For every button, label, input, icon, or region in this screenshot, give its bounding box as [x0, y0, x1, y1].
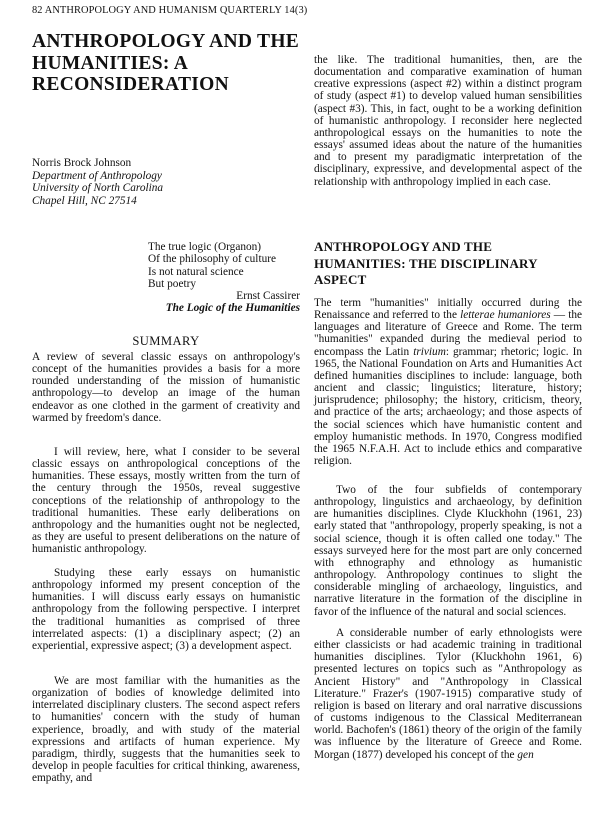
italic-term: letterae humaniores — [460, 309, 551, 322]
epigraph-attribution: Ernst Cassirer — [236, 290, 300, 303]
italic-term: trivium — [413, 345, 446, 358]
text-run: : grammar; rhetoric; logic. In 1965, the National Foundation on Arts and Humanities Act defined humanities disciplines to include: language, both ancient and classic; linguistics; literature, history; jurisprudence; philosophy; the history, criticism, theory, and practice of the arts; archaeology; and those aspects of the social sciences which have humanistic content and employ humanistic methods. In 1970, Congress modified the 1965 N.F.A.H. Act to include ethics and comparative religion. — [314, 345, 583, 468]
text-run: The term "humanities" initially occurred during the Renaissance and referred to the — [314, 297, 582, 322]
author-location: Chapel Hill, NC 27514 — [32, 194, 137, 207]
epigraph-line: Of the philosophy of culture — [148, 253, 277, 266]
author-university: University of North Carolina — [32, 182, 164, 195]
body-paragraph: the like. The traditional humanities, then, are the documentation and comparative examination of human creative expressions (aspect #2) within a distinct program of study (aspect #1) to develop valued human sensibilities (aspect #3). This, in fact, ought to be a working definition of humanistic anthropology. I reconsider here neglected anthropological essays on the humanities to note the essays' assumed ideas about the nature of the humanities and to present my paradigmatic interpretation of the disciplinary, expressive, and developmental aspect of the relationship with anthropology implied in each case. — [314, 54, 582, 188]
text-run: — the languages and literature of Greece and Rome. The term "humanities" expanded during the medieval period to encompass the Latin — [314, 309, 583, 358]
epigraph-line: The true logic (Organon) — [148, 241, 262, 253]
body-paragraph: Studying these early essays on humanistic anthropology informed my present conception of the humanities. I will discuss early essays on humanistic anthropology from the following perspective. I interpret the traditional humanities as comprised of three interrelated aspects: (1) a disciplinary aspect; (2) an experiential, expressive aspect; (3) a development aspect. — [32, 567, 300, 652]
author-name: Norris Brock Johnson — [32, 157, 132, 169]
epigraph — [148, 241, 300, 315]
italic-term: gen — [517, 748, 534, 761]
body-paragraph: We are most familiar with the humanities as the organization of bodies of knowledge delimited into interrelated disciplinary clusters. The second aspect refers to humanities' concern with the study of human experience, broadly, and with study of the material expressions and artifacts of human experience. My paradigm, thirdly, suggests that the humanities seek to develop in people faculties for critical thinking, awareness, empathy, and — [32, 675, 300, 785]
author-department: Department of Anthropology — [32, 169, 162, 182]
text-run: A considerable number of early ethnologists were either classicists or had academic training in traditional humanities disciplines. Tylor (Kluckhohn 1961, 6) presented lectures on topics such as "Anthropology as Ancient History" and "Anthropology in Classical Literature." Frazer's (1907-1915) comparative study of religion is based on literary and oral narrative discussions of customs indigenous to the Classical Mediterranean world. Bachofen's (1861) theory of the origin of the family was influence by the literature of Greece and Rome. Morgan (1877) developed his concept of the — [314, 627, 582, 761]
summary-text: A review of several classic essays on anthropology's concept of the humanities provides a basis for a more rounded understanding of the mission of humanistic anthropology—to develop an image of the human endeavor as one clothed in the garment of creativity and warmed by freedom's dance. — [32, 351, 300, 424]
epigraph-line: But poetry — [148, 277, 197, 290]
epigraph-source: The Logic of the Humanities — [165, 302, 300, 315]
author-block — [32, 157, 163, 207]
body-paragraph: I will review, here, what I consider to be several classic essays on anthropological conceptions of the humanities. These essays, mostly written from the turn of the century through the 1950s, reveal suggestive conceptions of the relationship of anthropology to the traditional humanities. These early deliberations on anthropology and the humanities ought not be neglected, as they are useful to present deliberations on the nature of humanistic anthropology. — [32, 446, 300, 556]
section-heading: ANTHROPOLOGY AND THE HUMANITIES: THE DISCIPLINARY ASPECT — [314, 239, 538, 288]
body-paragraph: Two of the four subfields of contemporary anthropology, linguistics and archaeology, by definition are humanities disciplines. Clyde Kluckhohn (1961, 23) early stated that "anthropology, properly speaking, is not a social science, though it is often called one today." The essays surveyed here for the most part are only concerned with ethnography and ethnology as humanistic anthropology. Anthropology continues to slight the considerable mingling of archaeology, linguistics, and narrative literature in the formation of the discipline in favor of the influence of the natural and social sciences. — [314, 484, 582, 618]
body-paragraph — [314, 297, 582, 467]
running-header: 82 ANTHROPOLOGY AND HUMANISM QUARTERLY 14(3) — [32, 5, 308, 16]
body-paragraph — [314, 627, 582, 761]
article-title: ANTHROPOLOGY AND THE HUMANITIES: A RECONSIDERATION — [32, 31, 300, 95]
summary-heading: SUMMARY — [132, 334, 200, 348]
epigraph-line: Is not natural science — [148, 265, 244, 278]
